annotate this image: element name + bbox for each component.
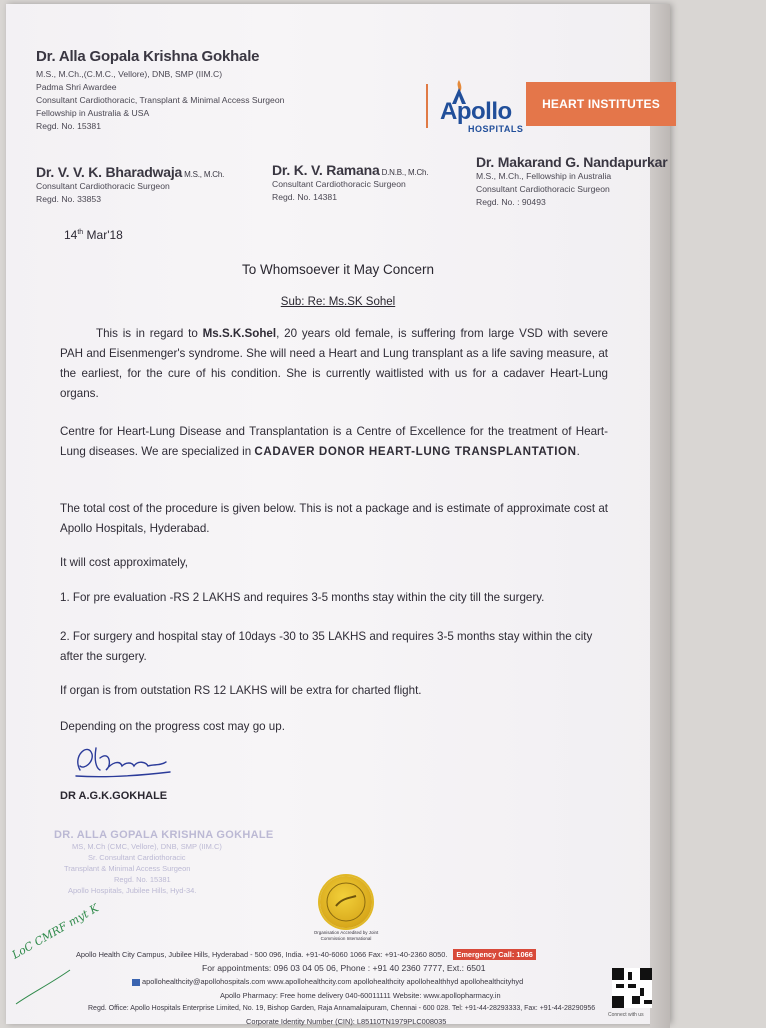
- doctor-nandapurkar: [476, 154, 667, 209]
- stamp-line: Regd. No. 15381: [114, 875, 171, 884]
- p2-emphasis: CADAVER DONOR HEART-LUNG TRANSPLANTATION: [254, 445, 577, 458]
- emergency-badge: Emergency Call: 1066: [453, 949, 535, 960]
- qr-code-icon: [612, 968, 652, 1008]
- footer-regd-office: Regd. Office: Apollo Hospitals Enterprise Limited, No. 19, Bishop Garden, Raja Annamalaipuram, Chennai - 600 028. Tel: +91-44-28293333, Fax: +91-44-28290956: [88, 1005, 596, 1012]
- main-doctor-block: [36, 48, 284, 133]
- doctor-name: Dr. V. V. K. Bharadwaja: [36, 164, 183, 180]
- letter-page: [6, 4, 670, 1024]
- paragraph-outstation: If organ is from outstation RS 12 LAKHS will be extra for charted flight.: [60, 684, 422, 697]
- stamp-line: Transplant & Minimal Access Surgeon: [64, 864, 191, 873]
- logo-divider: [426, 84, 428, 128]
- p2-text-a: Centre for Heart-Lung Disease and Transplantation is a Centre of Excellence for the treatment of Heart-Lung diseases. We are specialized in: [60, 425, 608, 458]
- seal-emblem-icon: [320, 876, 372, 928]
- handwritten-note: [9, 901, 101, 1014]
- stamp-line: Sr. Consultant Cardiothoracic: [88, 853, 186, 862]
- letter-date: [64, 228, 123, 242]
- doctor-title: Consultant Cardiothoracic Surgeon: [272, 179, 406, 189]
- main-doctor-line-5: Regd. No. 15381: [36, 121, 101, 131]
- paragraph-4: It will cost approximately,: [60, 556, 189, 569]
- contacts-text: apollohealthcity@apollohospitals.com www.apollohealthcity.com apollohealthcity apollohealthhyd apollohealthcityhyd: [142, 977, 524, 986]
- doctor-bharadwaja: [36, 164, 224, 206]
- paragraph-1: [60, 324, 608, 404]
- cost-item-1: 1. For pre evaluation -RS 2 LAKHS and requires 3-5 months stay within the city till the surgery.: [60, 591, 545, 604]
- letter-title: To Whomsoever it May Concern: [241, 262, 435, 277]
- main-doctor-name: Dr. Alla Gopala Krishna Gokhale: [36, 48, 260, 65]
- date-suffix: th: [77, 229, 84, 236]
- p1-text-b: , 20 years old female, is suffering from large VSD with severe PAH and Eisenmenger's syndrome. She will need a Heart and Lung transplant as a life saving measure, at the earliest, for the cure of his condition. She is currently waitlisted with us for a cadaver Heart-Lung organs.: [60, 327, 608, 400]
- logo-word: Apollo: [440, 98, 512, 125]
- doctor-degree: D.N.B., M.Ch.: [379, 168, 429, 177]
- doctor-regd: Regd. No. 14381: [272, 192, 337, 202]
- paragraph-3: The total cost of the procedure is given below. This is not a package and is estimate of approximate cost at Apollo Hospitals, Hyderabad.: [60, 502, 608, 535]
- main-doctor-line-3: Consultant Cardiothoracic, Transplant & Minimal Access Surgeon: [36, 95, 285, 105]
- doctor-title: Consultant Cardiothoracic Surgeon: [36, 181, 170, 191]
- email-icon: [132, 979, 140, 986]
- main-doctor-line-2: Padma Shri Awardee: [36, 82, 117, 92]
- footer-pharmacy: Apollo Pharmacy: Free home delivery 040-60011111 Website: www.apollopharmacy.in: [220, 991, 501, 1000]
- footer-address: [76, 950, 596, 959]
- signer-name: DR A.G.K.GOKHALE: [60, 790, 168, 802]
- logo-subtitle: HOSPITALS: [468, 124, 524, 134]
- address-text: Apollo Health City Campus, Jubilee Hills, Hyderabad - 500 096, India. +91-40-6060 1066 Fax: +91-40-2360 8050.: [76, 950, 448, 959]
- footer-cin: Corporate Identity Number (CIN): L85110TN1979PLC008035: [246, 1017, 447, 1026]
- cost-item-2: 2. For surgery and hospital stay of 10days -30 to 35 LAKHS and requires 3-5 months stay within the city after the surgery.: [60, 630, 593, 663]
- letter-subject: Sub: Re: Ms.SK Sohel: [280, 296, 396, 308]
- stamp-name: DR. ALLA GOPALA KRISHNA GOKHALE: [54, 829, 274, 841]
- doctor-ramana: [272, 162, 428, 204]
- doctor-regd: Regd. No. 33853: [36, 194, 101, 204]
- doctor-degrees: M.S., M.Ch., Fellowship in Australia: [476, 171, 612, 181]
- p2-text-c: .: [576, 445, 580, 458]
- doctor-degree: M.S., M.Ch.: [182, 170, 225, 179]
- date-day: 14: [64, 228, 78, 242]
- stamp-line: MS, M.Ch (CMC, Vellore), DNB, SMP (IIM.C): [72, 842, 222, 851]
- qr-caption: Connect with us: [608, 1012, 644, 1018]
- signature: [66, 736, 176, 786]
- doctor-regd: Regd. No. : 90493: [476, 197, 546, 207]
- paragraph-2: [60, 422, 608, 462]
- apollo-logo: [426, 76, 686, 136]
- doctor-name: Dr. K. V. Ramana: [272, 162, 380, 178]
- main-doctor-line-4: Fellowship in Australia & USA: [36, 108, 150, 118]
- doctor-name: Dr. Makarand G. Nandapurkar: [476, 154, 668, 170]
- main-doctor-line-1: M.S., M.Ch.,(C.M.C., Vellore), DNB, SMP (IIM.C): [36, 69, 223, 79]
- patient-name: Ms.S.K.Sohel: [202, 327, 277, 340]
- footer-appointments: For appointments: 096 03 04 05 06, Phone : +91 40 2360 7777, Ext.: 6501: [202, 963, 486, 973]
- seal-caption: Organisation Accredited by Joint Commission International: [313, 930, 379, 941]
- p1-text-a: This is in regard to: [96, 327, 203, 340]
- stamp-line: Apollo Hospitals, Jubilee Hills, Hyd-34.: [68, 886, 197, 895]
- date-month-year: Mar'18: [83, 228, 123, 242]
- footer-contacts: [130, 977, 650, 986]
- jci-seal-icon: [320, 876, 372, 928]
- heart-institutes-badge: HEART INSTITUTES: [526, 82, 676, 126]
- handwritten-text: LoC CMRF myt K: [9, 901, 101, 962]
- doctor-stamp: [54, 830, 284, 896]
- doctor-title: Consultant Cardiothoracic Surgeon: [476, 184, 610, 194]
- paragraph-progress: Depending on the progress cost may go up.: [60, 720, 285, 733]
